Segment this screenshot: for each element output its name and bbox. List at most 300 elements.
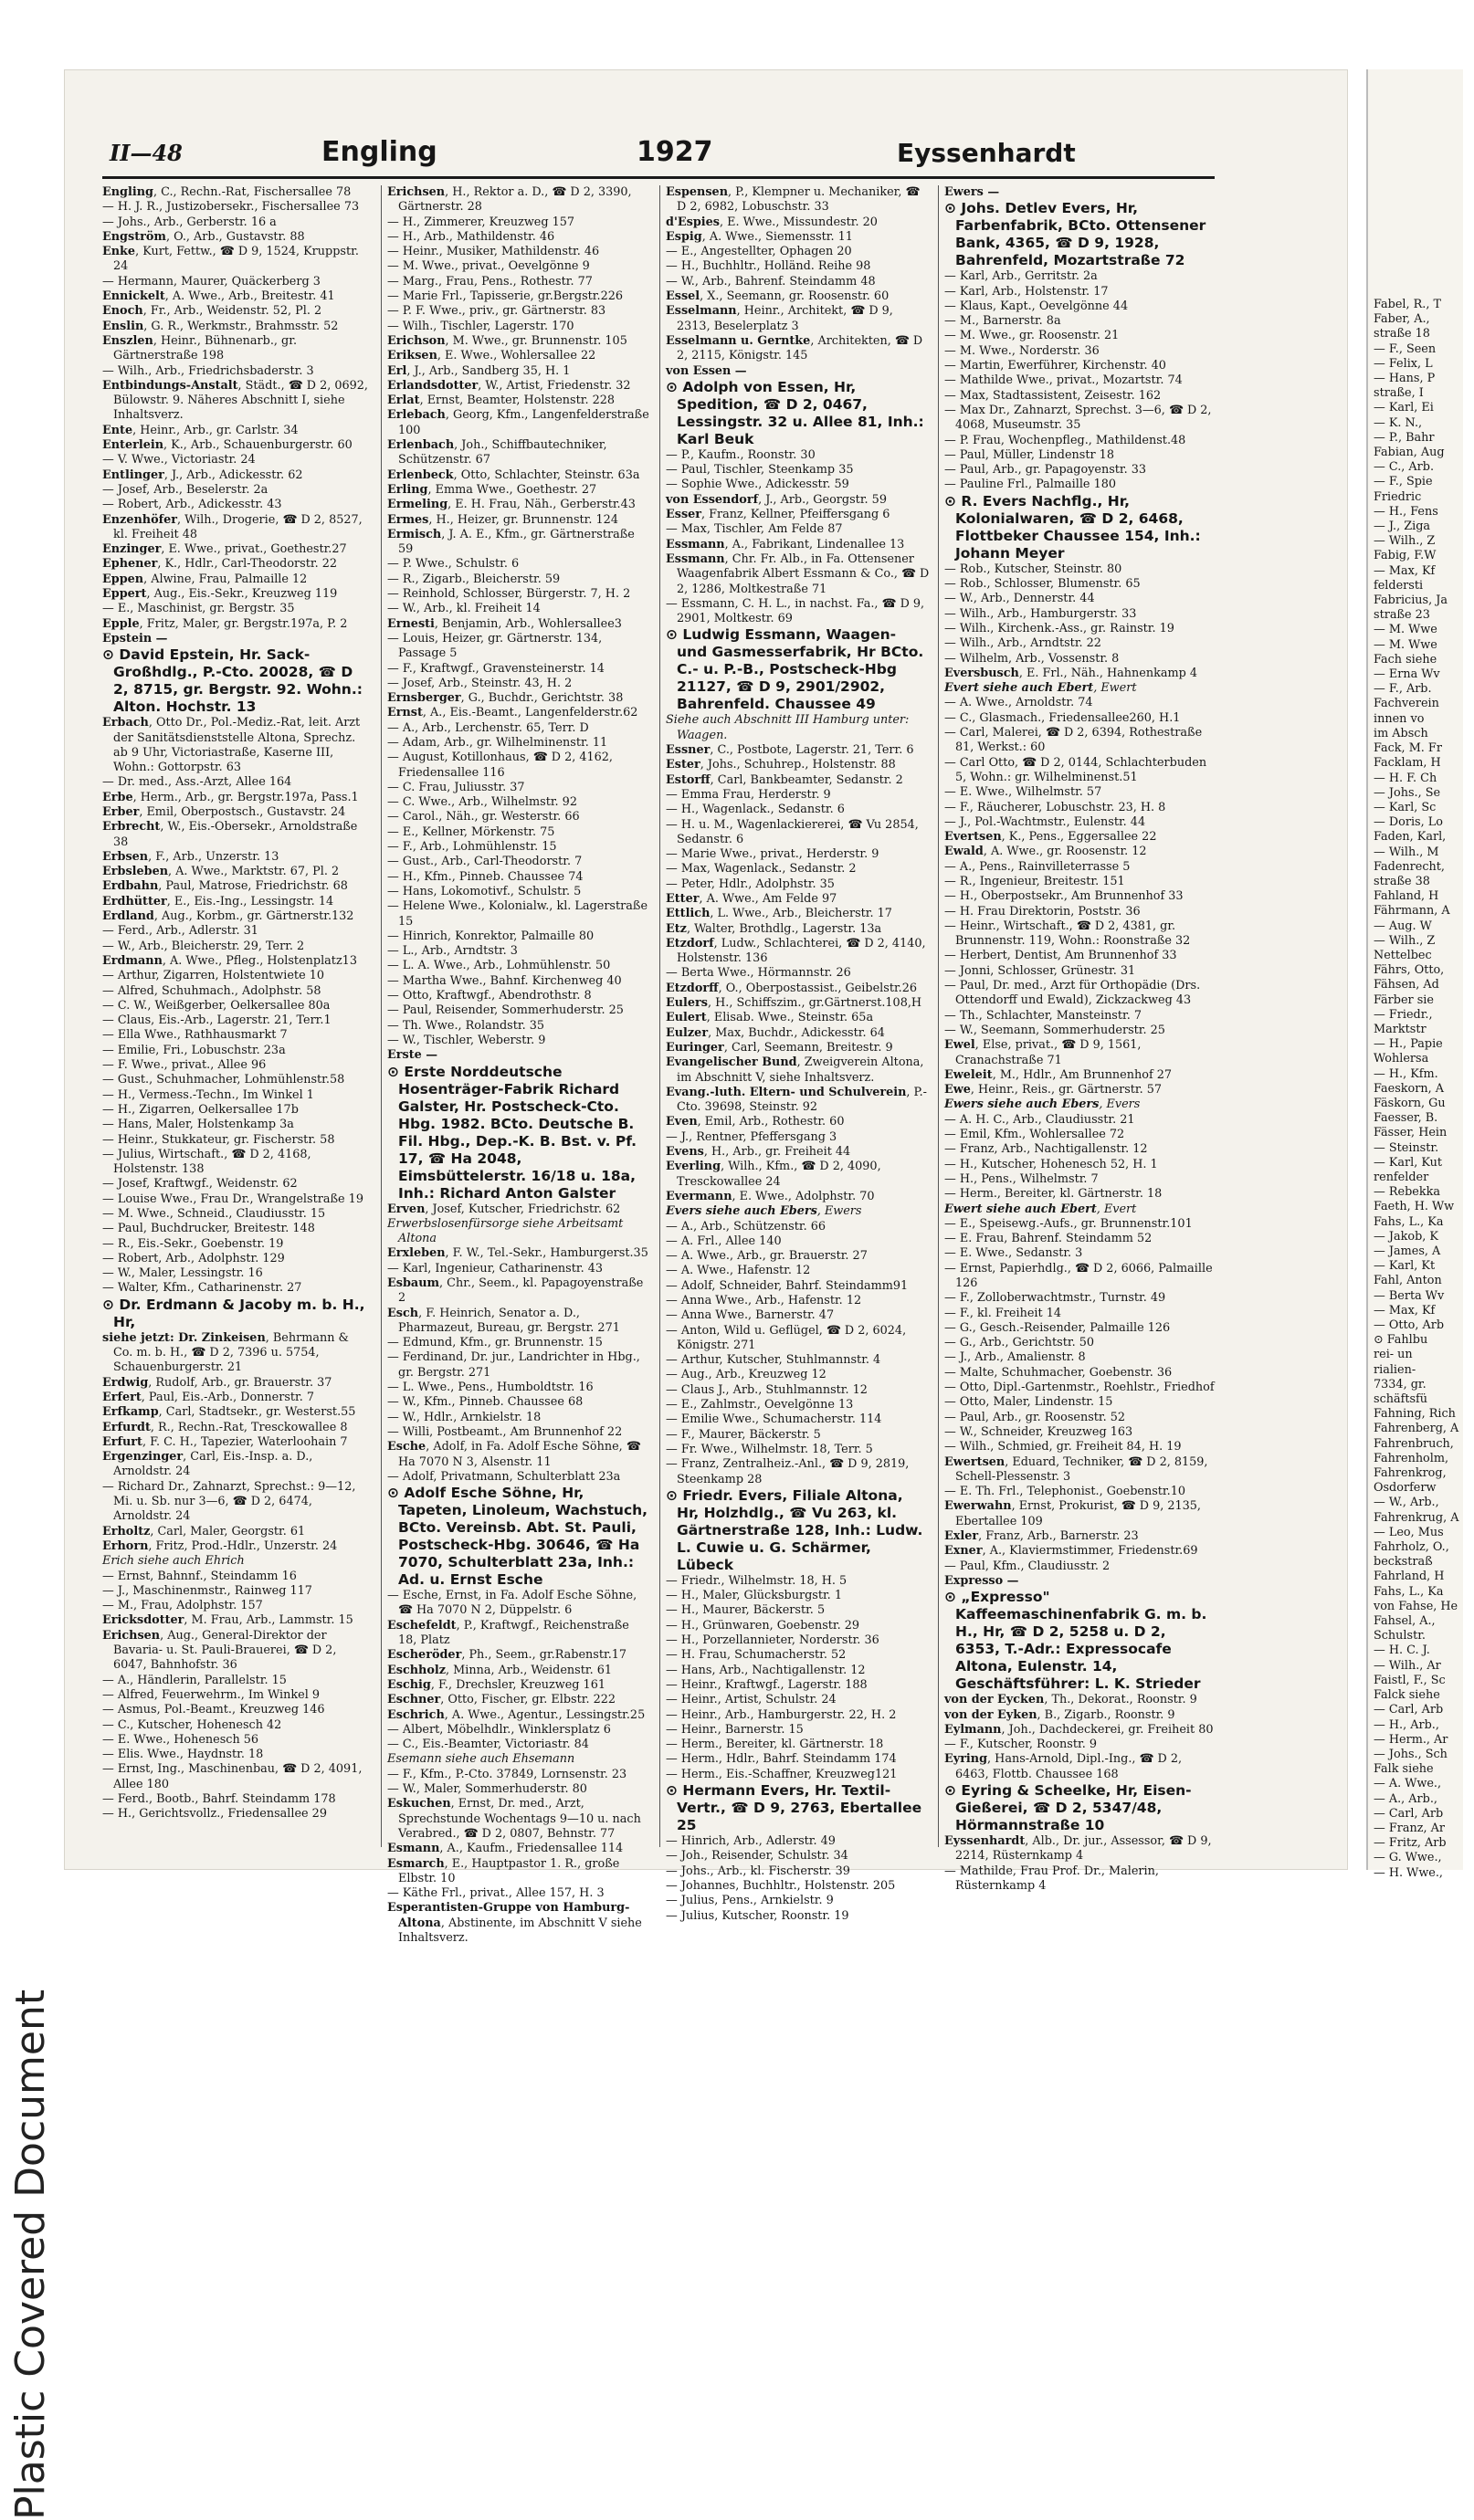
directory-columns (102, 185, 1215, 1945)
directory-entry: — Friedr., Wilhelmstr. 18, H. 5 (666, 1573, 848, 1588)
adjacent-page-line: Fabel, R., T (1374, 298, 1442, 311)
adjacent-page-line: Fabian, Aug (1374, 446, 1445, 460)
directory-entry: Estorff, Carl, Bankbeamter, Sedanstr. 2 (666, 772, 903, 787)
page-number: II—48 (110, 140, 183, 166)
directory-entry: Enke, Kurt, Fettw., ☎ D 9, 1524, Kruppstr. 24 (102, 245, 359, 274)
directory-entry: Evermann, E. Wwe., Adolphstr. 70 (666, 1189, 875, 1203)
directory-entry: Ergenzinger, Carl, Eis.-Insp. a. D., Arnoldstr. 24 (102, 1450, 313, 1479)
directory-entry: — Heinr., Wirtschaft., ☎ D 2, 4381, gr. Brunnenstr. 119, Wohn.: Roonstraße 32 (944, 919, 1191, 949)
directory-entry: Ermisch, J. A. E., Kfm., gr. Gärtnerstraße 59 (387, 527, 635, 557)
directory-entry: Eschner, Otto, Fischer, gr. Elbstr. 222 (387, 1693, 616, 1707)
adjacent-page-line: Faber, A., (1374, 312, 1430, 327)
directory-entry: — Herm., Hdlr., Bahrf. Steindamm 174 (666, 1752, 897, 1767)
adjacent-page-line: — Carl, Arb (1374, 1806, 1444, 1821)
directory-entry: — Malte, Schuhmacher, Goebenstr. 36 (944, 1365, 1173, 1380)
plastic-cover-label: Plastic Covered Document (7, 1989, 54, 2520)
directory-entry: — H. Frau Direktorin, Poststr. 36 (944, 904, 1141, 919)
directory-entry: Evangelischer Bund, Zweigverein Altona, im Abschnitt V, siehe Inhaltsverz. (666, 1055, 924, 1085)
directory-entry: — Paul, Müller, Lindenstr 18 (944, 447, 1114, 462)
directory-entry: Eulert, Elisab. Wwe., Steinstr. 65a (666, 1011, 874, 1025)
directory-entry: — R., Ingenieur, Breitestr. 151 (944, 874, 1125, 888)
directory-entry: Erling, Emma Wwe., Goethestr. 27 (387, 482, 597, 497)
directory-entry: — L., Arb., Arndtstr. 3 (387, 944, 518, 959)
directory-entry: — R., Eis.-Sekr., Goebenstr. 19 (102, 1236, 284, 1251)
directory-entry: — Josef, Arb., Beselerstr. 2a (102, 482, 268, 497)
adjacent-page-line: 7334, gr. (1374, 1377, 1427, 1391)
directory-entry: Exner, A., Klaviermstimmer, Friedenstr.69 (944, 1544, 1198, 1559)
directory-entry: Entbindungs-Anstalt, Städt., ☎ D 2, 0692, Bülowstr. 9. Näheres Abschnitt I, siehe Inhaltsverz. (102, 378, 368, 423)
adjacent-page-line: — Carl, Arb (1374, 1703, 1444, 1717)
adjacent-page-line: — Erna Wv (1374, 667, 1440, 682)
directory-entry: — Ella Wwe., Rathhausmarkt 7 (102, 1028, 288, 1043)
directory-entry: — H., Buchhltr., Holländ. Reihe 98 (666, 259, 871, 274)
directory-entry: Erlat, Ernst, Beamter, Holstenstr. 228 (387, 394, 616, 408)
adjacent-page-line: von Fahse, He (1374, 1599, 1458, 1613)
directory-entry: — Herm., Bereiter, kl. Gärtnerstr. 18 (666, 1738, 884, 1752)
directory-entry: — Hans, Lokomotivf., Schulstr. 5 (387, 884, 582, 898)
directory-entry: — Karl, Arb., Holstenstr. 17 (944, 284, 1109, 299)
directory-entry: — Max, Tischler, Am Felde 87 (666, 522, 843, 537)
directory-entry: — Paul, Tischler, Steenkamp 35 (666, 463, 854, 478)
adjacent-page-line: — Leo, Mus (1374, 1525, 1444, 1539)
adjacent-page-line: — Franz, Ar (1374, 1821, 1445, 1835)
directory-entry: Ester, Johs., Schuhrep., Holstenstr. 88 (666, 758, 896, 772)
adjacent-page-line: — Aug. W (1374, 919, 1432, 933)
directory-entry: Esser, Franz, Kellner, Pfeiffersgang 6 (666, 508, 890, 522)
adjacent-page-line: straße 18 (1374, 327, 1430, 341)
directory-entry: Ewers siehe auch Ebers, Evers (944, 1097, 1141, 1112)
directory-entry: — E. Frau, Bahrenf. Steindamm 52 (944, 1232, 1153, 1246)
adjacent-page-line: Fahland, H (1374, 889, 1439, 904)
directory-entry: Ephener, K., Hdlr., Carl-Theodorstr. 22 (102, 557, 338, 572)
directory-entry: Erl, J., Arb., Sandberg 35, H. 1 (387, 363, 571, 378)
adjacent-page-line: Nettelbec (1374, 948, 1432, 962)
adjacent-page-line: — H. C. J. (1374, 1643, 1430, 1658)
directory-entry: — L. Wwe., Pens., Humboldtstr. 16 (387, 1381, 594, 1395)
directory-entry: — Käthe Frl., privat., Allee 157, H. 3 (387, 1886, 605, 1901)
adjacent-page-line: Fahs, L., Ka (1374, 1214, 1444, 1229)
directory-entry: — Asmus, Pol.-Beamt., Kreuzweg 146 (102, 1703, 325, 1717)
directory-entry: Erste — (387, 1048, 438, 1063)
directory-entry: Erfkamp, Carl, Stadtsekr., gr. Westerst.55 (102, 1405, 356, 1420)
adjacent-page-line: feldersti (1374, 578, 1424, 593)
directory-entry: — C. W., Weißgerber, Oelkersallee 80a (102, 998, 331, 1013)
directory-entry: — Anna Wwe., Barnerstr. 47 (666, 1308, 835, 1323)
directory-entry: Eversbusch, E. Frl., Näh., Hahnenkamp 4 (944, 666, 1198, 680)
directory-entry: — Wilh., Tischler, Lagerstr. 170 (387, 319, 574, 333)
directory-entry: — E., Kellner, Mörkenstr. 75 (387, 824, 555, 839)
directory-entry: — F., Kfm., P.-Cto. 37849, Lornsenstr. 23 (387, 1767, 627, 1781)
directory-entry: — G., Arb., Gerichtstr. 50 (944, 1336, 1094, 1350)
directory-entry: — H. J. R., Justizobersekr., Fischersallee 73 (102, 200, 360, 215)
directory-entry: Ente, Heinr., Arb., gr. Carlstr. 34 (102, 423, 299, 437)
directory-entry: — A. H. C., Arb., Claudiusstr. 21 (944, 1112, 1135, 1127)
adjacent-page-line: Färber sie (1374, 992, 1434, 1007)
adjacent-page-line: Fach siehe (1374, 652, 1437, 667)
first-entry-keyword: Engling (321, 136, 437, 168)
directory-entry: — Marie Wwe., privat., Herderstr. 9 (666, 847, 879, 862)
adjacent-page-line: Schulstr. (1374, 1629, 1426, 1643)
directory-entry: Esselmann, Heinr., Architekt, ☎ D 9, 2313, Beselerplatz 3 (666, 304, 893, 333)
adjacent-page-line: — A., Arb., (1374, 1791, 1437, 1806)
directory-entry: — Wilh., Schmied, gr. Freiheit 84, H. 19 (944, 1440, 1182, 1454)
directory-entry: — F., Arb., Lohmühlenstr. 15 (387, 840, 557, 855)
directory-entry: Essmann, Chr. Fr. Alb., in Fa. Ottensener Waagenfabrik Albert Essmann & Co., ☎ D 2, 1286, Moltkestraße 71 (666, 551, 930, 596)
directory-entry: Ennickelt, A. Wwe., Arb., Breitestr. 41 (102, 289, 335, 304)
directory-entry: — M., Barnerstr. 8a (944, 314, 1061, 329)
directory-entry: — Louise Wwe., Frau Dr., Wrangelstraße 19 (102, 1192, 363, 1206)
directory-entry: — Adam, Arb., gr. Wilhelminenstr. 11 (387, 735, 608, 750)
directory-entry: Erichsen, Aug., General-Direktor der Bavaria- u. St. Pauli-Brauerei, ☎ D 2, 6047, Bahnhofstr. 36 (102, 1628, 337, 1673)
adjacent-page-line: — K. N., (1374, 415, 1423, 430)
directory-entry: — Claus, Eis.-Arb., Lagerstr. 21, Terr.1 (102, 1013, 332, 1028)
directory-entry: — Julius, Pens., Arnkielstr. 9 (666, 1894, 834, 1908)
directory-entry: Eschrich, A. Wwe., Agentur., Lessingstr.25 (387, 1707, 646, 1722)
directory-entry: Esselmann u. Gerntke, Architekten, ☎ D 2, 2115, Königstr. 145 (666, 333, 923, 363)
adjacent-page-line: Osdorferw (1374, 1481, 1437, 1496)
directory-entry: Enzenhöfer, Wilh., Drogerie, ☎ D 2, 8527, kl. Freiheit 48 (102, 512, 363, 541)
adjacent-page-line: Faeskorn, A (1374, 1081, 1444, 1096)
directory-entry: — L. A. Wwe., Arb., Lohmühlenstr. 50 (387, 959, 611, 973)
directory-entry: — W., Maler, Sommerhuderstr. 80 (387, 1782, 587, 1797)
adjacent-page-line: — Berta Wv (1374, 1288, 1445, 1303)
adjacent-page-line: beckstraß (1374, 1555, 1433, 1570)
directory-entry: Evang.-luth. Eltern- und Schulverein, P.-Cto. 39698, Steinstr. 92 (666, 1085, 927, 1115)
directory-entry: Ettlich, L. Wwe., Arb., Bleicherstr. 17 (666, 907, 892, 921)
adjacent-page-line: Fahning, Rich (1374, 1407, 1456, 1422)
adjacent-page-line: — Karl, Ei (1374, 401, 1434, 415)
directory-entry: — Adolf, Schneider, Bahrf. Steindamm91 (666, 1278, 909, 1293)
directory-entry: — Rob., Schlosser, Blumenstr. 65 (944, 577, 1141, 592)
directory-entry: — Sophie Wwe., Adickesstr. 59 (666, 478, 849, 492)
adjacent-page-line: — Felix, L (1374, 356, 1433, 371)
directory-entry: — H. u. M., Wagenlackiererei, ☎ Vu 2854, Sedanstr. 6 (666, 817, 919, 846)
adjacent-page-line: — Johs., Se (1374, 785, 1441, 800)
directory-entry: — Anna Wwe., Arb., Hafenstr. 12 (666, 1294, 862, 1307)
directory-entry: — E. Wwe., Wilhelmstr. 57 (944, 785, 1102, 800)
directory-entry: — Mathilde, Frau Prof. Dr., Malerin, Rüsternkamp 4 (944, 1864, 1159, 1893)
directory-entry: Esbaum, Chr., Seem., kl. Papagoyenstraße 2 (387, 1276, 644, 1306)
directory-entry: — H., Grünwaren, Goebenstr. 29 (666, 1618, 860, 1633)
adjacent-page-line: Fahrenkrug, A (1374, 1510, 1459, 1525)
directory-entry: — W., Arb., Bahrenf. Steindamm 48 (666, 274, 876, 289)
directory-entry: — Wilh., Arb., Friedrichsbaderstr. 3 (102, 363, 314, 378)
directory-entry: — Wilhelm, Arb., Vossenstr. 8 (944, 651, 1120, 666)
adjacent-page-line: — Max, Kf (1374, 563, 1436, 578)
adjacent-page-line: — H., Arb., (1374, 1717, 1439, 1732)
directory-entry: — Julius, Wirtschaft., ☎ D 2, 4168, Holstenstr. 138 (102, 1147, 311, 1177)
directory-entry: Ernst, A., Eis.-Beamt., Langenfelderstr.62 (387, 706, 638, 720)
directory-entry: — Franz, Zentralheiz.-Anl., ☎ D 9, 2819, Steenkamp 28 (666, 1457, 910, 1486)
directory-entry: — A. Wwe., Arb., gr. Brauerstr. 27 (666, 1249, 868, 1264)
directory-entry: Evertsen, K., Pens., Eggersallee 22 (944, 830, 1157, 845)
directory-entry: — Paul, Dr. med., Arzt für Orthopädie (Drs. Ottendorff und Ewald), Zickzackweg 43 (944, 979, 1201, 1008)
directory-entry: — Rob., Kutscher, Steinstr. 80 (944, 562, 1122, 576)
directory-entry: Erbsen, F., Arb., Unzerstr. 13 (102, 849, 279, 864)
adjacent-page-line: Wohlersa (1374, 1052, 1429, 1066)
directory-entry: — Arthur, Kutscher, Stuhlmannstr. 4 (666, 1353, 881, 1368)
directory-entry: — Johs., Arb., kl. Fischerstr. 39 (666, 1864, 850, 1878)
directory-entry: — Mathilde Wwe., privat., Mozartstr. 74 (944, 373, 1183, 388)
directory-entry: — Heinr., Arb., Hamburgerstr. 22, H. 2 (666, 1707, 897, 1722)
directory-entry: — Louis, Heizer, gr. Gärtnerstr. 134, Passage 5 (387, 631, 603, 661)
directory-entry: — Gust., Arb., Carl-Theodorstr. 7 (387, 855, 583, 869)
directory-entry: Erwerbslosenfürsorge siehe Arbeitsamt Altona (387, 1216, 624, 1246)
adjacent-page-line: — H. F. Ch (1374, 771, 1437, 785)
adjacent-page-line: Fährs, Otto, (1374, 963, 1445, 978)
directory-entry: — Adolf, Privatmann, Schulterblatt 23a (387, 1469, 621, 1484)
directory-entry: — Jonni, Schlosser, Grünestr. 31 (944, 963, 1136, 978)
adjacent-page-line: — J., Ziga (1374, 520, 1431, 534)
directory-entry: Erfurdt, R., Rechn.-Rat, Tresckowallee 8 (102, 1420, 348, 1434)
directory-entry: Erbach, Otto Dr., Pol.-Mediz.-Rat, leit. Arzt der Sanitätsdienststelle Altona, Sprechz. ab 9 Uhr, Victoriastraße, Kaserne III, Wohn.: Gottorpstr. 63 (102, 716, 361, 775)
directory-entry: Espig, A. Wwe., Siemensstr. 11 (666, 229, 853, 244)
adjacent-page-line: — Max, Kf (1374, 1303, 1436, 1318)
directory-entry: — V. Wwe., Victoriastr. 24 (102, 453, 256, 467)
adjacent-page-line: — Friedr., (1374, 1007, 1433, 1022)
directory-entry: Essel, X., Seemann, gr. Roosenstr. 60 (666, 289, 890, 304)
directory-entry: von Essen — (666, 363, 747, 378)
adjacent-page-line: — H., Kfm. (1374, 1066, 1438, 1081)
directory-entry: — Max Dr., Zahnarzt, Sprechst. 3—6, ☎ D 2, 4068, Museumstr. 35 (944, 403, 1212, 433)
directory-entry: — Albert, Möbelhdlr., Winklersplatz 6 (387, 1722, 611, 1737)
adjacent-page-line: Fähsen, Ad (1374, 978, 1439, 992)
directory-entry: ⊙ Adolph von Essen, Hr, Spedition, ☎ D 2, 0467, Lessingstr. 32 u. Allee 81, Inh.: Karl Beuk (666, 378, 924, 447)
directory-entry: — M. Wwe., privat., Oevelgönne 9 (387, 259, 590, 274)
directory-entry: Erbrecht, W., Eis.-Obersekr., Arnoldstraße 38 (102, 820, 358, 849)
directory-entry: Esmarch, E., Hauptpastor 1. R., große Elbstr. 10 (387, 1856, 620, 1885)
adjacent-page-line: — M. Wwe (1374, 623, 1437, 637)
directory-entry: — A., Pens., Rainvilleterrasse 5 (944, 859, 1131, 874)
directory-entry: von der Eyken, B., Zigarb., Roonstr. 9 (944, 1707, 1175, 1722)
directory-entry: Euringer, Carl, Seemann, Breitestr. 9 (666, 1040, 893, 1055)
adjacent-page-line: Faeth, H. Ww (1374, 1200, 1455, 1214)
adjacent-page-line: — Wilh., Ar (1374, 1658, 1441, 1673)
directory-entry: — Ferd., Bootb., Bahrf. Steindamm 178 (102, 1791, 336, 1806)
directory-entry: — W., Maler, Lessingstr. 16 (102, 1266, 263, 1281)
directory-entry: — A., Arb., Schützenstr. 66 (666, 1219, 826, 1234)
adjacent-page-line: Fachverein (1374, 697, 1439, 711)
adjacent-page-line: — F., Spie (1374, 475, 1433, 489)
directory-entry: — Heinr., Barnerstr. 15 (666, 1722, 804, 1737)
adjacent-page-line: Fahrenkrog, (1374, 1466, 1447, 1481)
directory-entry: Eschefeldt, P., Kraftwgf., Reichenstraße 18, Platz (387, 1618, 629, 1648)
directory-entry: Eylmann, Joh., Dachdeckerei, gr. Freiheit 80 (944, 1722, 1214, 1737)
directory-entry: — E., Zahlmstr., Oevelgönne 13 (666, 1398, 854, 1412)
directory-entry: — W., Tischler, Weberstr. 9 (387, 1033, 546, 1047)
adjacent-page-line: schäftsfü (1374, 1392, 1428, 1407)
directory-entry: — F., Kraftwgf., Gravensteinerstr. 14 (387, 661, 605, 676)
directory-entry: Epstein — (102, 631, 168, 646)
directory-entry: Esperantisten-Gruppe von Hamburg-Altona, Abstinente, im Abschnitt V siehe Inhaltsverz. (387, 1901, 642, 1945)
directory-entry: — Paul, Reisender, Sommerhuderstr. 25 (387, 1003, 624, 1018)
directory-entry: — Johs., Arb., Gerberstr. 16 a (102, 215, 277, 229)
adjacent-page-line: innen vo (1374, 711, 1425, 726)
directory-entry: — Ernst, Papierhdlg., ☎ D 2, 6066, Palmaille 126 (944, 1261, 1213, 1290)
directory-entry: Eschig, F., Drechsler, Kreuzweg 161 (387, 1677, 605, 1692)
directory-entry: Exler, Franz, Arb., Barnerstr. 23 (944, 1529, 1139, 1544)
directory-entry: — Julius, Kutscher, Roonstr. 19 (666, 1908, 849, 1923)
directory-year: 1927 (637, 136, 713, 168)
directory-entry: Erdhütter, E., Eis.-Ing., Lessingstr. 14 (102, 894, 334, 908)
directory-entry: — Emilie Wwe., Schumacherstr. 114 (666, 1412, 882, 1427)
directory-entry: — H., Maurer, Bäckerstr. 5 (666, 1603, 826, 1618)
directory-entry: — Max, Wagenlack., Sedanstr. 2 (666, 862, 857, 877)
directory-entry: Eulzer, Max, Buchdr., Adickesstr. 64 (666, 1025, 885, 1040)
directory-entry: Etzdorf, Ludw., Schlachterei, ☎ D 2, 4140, Holstenstr. 136 (666, 936, 926, 966)
directory-entry: — H., Gerichtsvollz., Friedensallee 29 (102, 1807, 327, 1822)
directory-entry: Erber, Emil, Oberpostsch., Gustavstr. 24 (102, 804, 346, 819)
directory-entry: — Otto, Dipl.-Gartenmstr., Roehlstr., Friedhof (944, 1381, 1215, 1395)
directory-entry: — H. Frau, Schumacherstr. 52 (666, 1648, 847, 1663)
adjacent-page-line: — Johs., Sch (1374, 1747, 1448, 1761)
directory-entry: Eriksen, E. Wwe., Wohlersallee 22 (387, 349, 596, 363)
directory-entry: ⊙ Hermann Evers, Hr. Textil-Vertr., ☎ D 9, 2763, Ebertallee 25 (666, 1782, 922, 1834)
directory-entry: — Otto, Kraftwgf., Abendrothstr. 8 (387, 989, 592, 1003)
directory-entry: Ernesti, Benjamin, Arb., Wohlersallee3 (387, 616, 622, 631)
directory-entry: — Th., Schlachter, Mansteinstr. 7 (944, 1008, 1142, 1023)
directory-entry: Ewertsen, Eduard, Techniker, ☎ D 2, 8159, Schell-Plessenstr. 3 (944, 1454, 1208, 1484)
directory-entry: — M. Wwe., gr. Roosenstr. 21 (944, 329, 1120, 343)
directory-entry: Enoch, Fr., Arb., Weidenstr. 52, Pl. 2 (102, 304, 322, 319)
adjacent-page-line: Fahrenberg, A (1374, 1422, 1459, 1436)
adjacent-page-line: — F., Seen (1374, 341, 1437, 356)
directory-entry: ⊙ Johs. Detlev Evers, Hr, Farbenfabrik, BCto. Ottensener Bank, 4365, ☎ D 9, 1928, Bahrenfeld, Mozartstraße 72 (944, 200, 1206, 269)
adjacent-page-fragment (1366, 69, 1463, 1880)
adjacent-page-line: — Herm., Ar (1374, 1732, 1448, 1747)
directory-entry: — P. Frau, Wochenpfleg., Mathildenst.48 (944, 433, 1186, 447)
directory-entry: Erlenbeck, Otto, Schlachter, Steinstr. 63a (387, 467, 640, 482)
adjacent-page-line: Falck siehe (1374, 1688, 1440, 1703)
adjacent-page-line: Fadenrecht, (1374, 859, 1445, 874)
directory-entry: Ermeling, E. H. Frau, Näh., Gerberstr.43 (387, 498, 636, 512)
directory-entry: — Paul, Kfm., Claudiusstr. 2 (944, 1559, 1111, 1573)
directory-entry: — Richard Dr., Zahnarzt, Sprechst.: 9—12, Mi. u. Sb. nur 3—6, ☎ D 2, 6474, Arnoldstr. 24 (102, 1479, 356, 1524)
adjacent-page-line: — Wilh., Z (1374, 933, 1436, 948)
directory-entry: — Martha Wwe., Bahnf. Kirchenweg 40 (387, 973, 622, 988)
directory-entry: — W., Arb., Bleicherstr. 29, Terr. 2 (102, 939, 305, 953)
directory-entry: — H., Wagenlack., Sedanstr. 6 (666, 803, 845, 817)
directory-entry: — Franz, Arb., Nachtigallenstr. 12 (944, 1142, 1148, 1157)
directory-entry: — Marg., Frau, Pens., Rothestr. 77 (387, 274, 593, 289)
directory-entry: — W., Schneider, Kreuzweg 163 (944, 1424, 1133, 1439)
directory-entry: — E. Th. Frl., Telephonist., Goebenstr.10 (944, 1485, 1185, 1499)
directory-entry: Evens, H., Arb., gr. Freiheit 44 (666, 1145, 851, 1160)
directory-entry: Erichson, M. Wwe., gr. Brunnenstr. 105 (387, 333, 627, 348)
directory-entry: Eyring, Hans-Arnold, Dipl.-Ing., ☎ D 2, 6463, Flottb. Chaussee 168 (944, 1752, 1183, 1781)
directory-entry: — P. Wwe., Schulstr. 6 (387, 557, 520, 572)
directory-entry: — E., Angestellter, Ophagen 20 (666, 245, 852, 259)
directory-entry: — Edmund, Kfm., gr. Brunnenstr. 15 (387, 1336, 603, 1350)
directory-entry: Ewers — (944, 185, 1000, 199)
adjacent-page-line: straße, I (1374, 386, 1424, 401)
adjacent-page-line: Fahl, Anton (1374, 1274, 1442, 1288)
directory-entry: — H., Vermess.-Techn., Im Winkel 1 (102, 1087, 314, 1102)
directory-entry: Eweleit, M., Hdlr., Am Brunnenhof 27 (944, 1067, 1173, 1082)
directory-entry: — Paul, Arb., gr. Roosenstr. 52 (944, 1410, 1126, 1424)
directory-entry: — Th. Wwe., Rolandstr. 35 (387, 1018, 544, 1033)
directory-entry: — Robert, Arb., Adickesstr. 43 (102, 498, 282, 512)
adjacent-page-line: — Hans, P (1374, 372, 1436, 386)
directory-entry: — E., Speisewg.-Aufs., gr. Brunnenstr.101 (944, 1216, 1193, 1231)
directory-entry: Eschholz, Minna, Arb., Weidenstr. 61 (387, 1663, 612, 1677)
directory-entry: Enszlen, Heinr., Bühnenarb., gr. Gärtnerstraße 198 (102, 333, 298, 363)
directory-entry: — J., Pol.-Wachtmstr., Eulenstr. 44 (944, 814, 1146, 829)
adjacent-page-line: Marktstr (1374, 1022, 1427, 1036)
directory-entry: Enterlein, K., Arb., Schauenburgerstr. 60 (102, 438, 353, 453)
directory-entry: Erfert, Paul, Eis.-Arb., Donnerstr. 7 (102, 1390, 315, 1404)
directory-entry: Erholtz, Carl, Maler, Georgstr. 61 (102, 1524, 306, 1538)
directory-entry: Erfurt, F. C. H., Tapezier, Waterloohain 7 (102, 1434, 348, 1449)
adjacent-page-line: Fahrland, H (1374, 1570, 1445, 1584)
directory-entry: — Ernst, Ing., Maschinenbau, ☎ D 2, 4091, Allee 180 (102, 1762, 363, 1791)
adjacent-page-line: Fahrenholm, (1374, 1451, 1449, 1465)
directory-entry: — C., Glasmach., Friedensallee260, H.1 (944, 710, 1181, 725)
directory-entry: Enslin, G. R., Werkmstr., Brahmsstr. 52 (102, 319, 339, 333)
adjacent-page-line: Friedric (1374, 489, 1422, 504)
directory-entry: siehe jetzt: Dr. Zinkeisen, Behrmann & Co. m. b. H., ☎ D 2, 7396 u. 5754, Schauenburgerstr. 21 (102, 1330, 349, 1375)
directory-entry: — Hinrich, Konrektor, Palmaille 80 (387, 929, 595, 943)
adjacent-page-line: — Wilh., Z (1374, 534, 1436, 549)
directory-column-1 (102, 185, 372, 1847)
adjacent-page-line: im Absch (1374, 726, 1428, 740)
directory-entry: Erbe, Herm., Arb., gr. Bergstr.197a, Pass.1 (102, 790, 359, 804)
directory-entry: ⊙ „Expresso" Kaffeemaschinenfabrik G. m. b. H., Hr, ☎ D 2, 5258 u. D 2, 6353, T.-Adr.: Expressocafe Altona, Eulenstr. 14, Geschäftsführer: L. K. Strieder (944, 1589, 1207, 1693)
adjacent-page-line: Fahsel, A., (1374, 1614, 1436, 1629)
directory-entry: Esemann siehe auch Ehsemann (387, 1752, 575, 1767)
directory-entry: — H., Zigarren, Oelkersallee 17b (102, 1102, 299, 1117)
directory-entry: Etzdorff, O., Oberpostassist., Geibelstr.26 (666, 981, 918, 995)
adjacent-page-line: — A. Wwe., (1374, 1777, 1442, 1791)
directory-entry: Engström, O., Arb., Gustavstr. 88 (102, 229, 305, 244)
directory-entry: — H., Kfm., Pinneb. Chaussee 74 (387, 869, 584, 884)
directory-entry: — Josef, Kraftwgf., Weidenstr. 62 (102, 1177, 298, 1192)
directory-entry: Ericksdotter, M. Frau, Arb., Lammstr. 15 (102, 1613, 353, 1628)
directory-entry: — Emil, Kfm., Wohlersallee 72 (944, 1128, 1125, 1142)
directory-entry: Erichsen, H., Rektor a. D., ☎ D 2, 3390, Gärtnerstr. 28 (387, 185, 632, 215)
adjacent-page-line: — G. Wwe., (1374, 1851, 1442, 1865)
directory-entry: — Max, Stadtassistent, Zeisestr. 162 (944, 388, 1162, 403)
directory-entry: — Karl, Ingenieur, Catharinenstr. 43 (387, 1261, 603, 1276)
directory-entry: ⊙ Friedr. Evers, Filiale Altona, Hr, Holzhdlg., ☎ Vu 263, kl. Gärtnerstraße 128, Inh.: Ludw. L. Cuwie u. G. Schärmer, Lübeck (666, 1486, 923, 1573)
directory-entry: Eyssenhardt, Alb., Dr. jur., Assessor, ☎ D 9, 2214, Rüsternkamp 4 (944, 1834, 1212, 1864)
directory-entry: — C. Frau, Juliusstr. 37 (387, 780, 525, 794)
directory-entry: — F., Zolloberwachtmstr., Turnstr. 49 (944, 1291, 1166, 1306)
directory-entry: — Herbert, Dentist, Am Brunnenhof 33 (944, 949, 1177, 963)
directory-entry: — C., Eis.-Beamter, Victoriastr. 84 (387, 1738, 589, 1752)
adjacent-page-line: — Fritz, Arb (1374, 1836, 1447, 1851)
directory-entry: — M. Wwe., Norderstr. 36 (944, 343, 1100, 358)
directory-entry: Erven, Josef, Kutscher, Friedrichstr. 62 (387, 1202, 621, 1216)
adjacent-page-line: — W., Arb., (1374, 1496, 1439, 1510)
adjacent-page-line: renfelder (1374, 1170, 1429, 1184)
directory-entry: — M., Frau, Adolphstr. 157 (102, 1599, 263, 1613)
directory-entry: — F. Wwe., privat., Allee 96 (102, 1058, 267, 1073)
adjacent-page-line: Facklam, H (1374, 756, 1441, 771)
directory-entry: — Paul, Arb., gr. Papagoyenstr. 33 (944, 463, 1147, 478)
directory-entry: Ewald, A. Wwe., gr. Roosenstr. 12 (944, 845, 1147, 859)
directory-entry: Ewert siehe auch Ebert, Evert (944, 1202, 1137, 1216)
directory-entry: — Heinr., Kraftwgf., Lagerstr. 188 (666, 1677, 868, 1692)
directory-entry: — Berta Wwe., Hörmannstr. 26 (666, 966, 851, 981)
directory-entry: Enzinger, E. Wwe., privat., Goethestr.27 (102, 542, 347, 557)
directory-entry: Erhorn, Fritz, Prod.-Hdlr., Unzerstr. 24 (102, 1538, 338, 1553)
directory-entry: Eulers, H., Schiffszim., gr.Gärtnerst.108,H (666, 996, 922, 1011)
directory-entry: — Johannes, Buchhltr., Holstenstr. 205 (666, 1878, 896, 1893)
adjacent-page-line: rialien- (1374, 1362, 1416, 1377)
directory-entry: — Gust., Schuhmacher, Lohmühlenstr.58 (102, 1073, 345, 1087)
directory-entry: — Claus J., Arb., Stuhlmannstr. 12 (666, 1382, 868, 1397)
